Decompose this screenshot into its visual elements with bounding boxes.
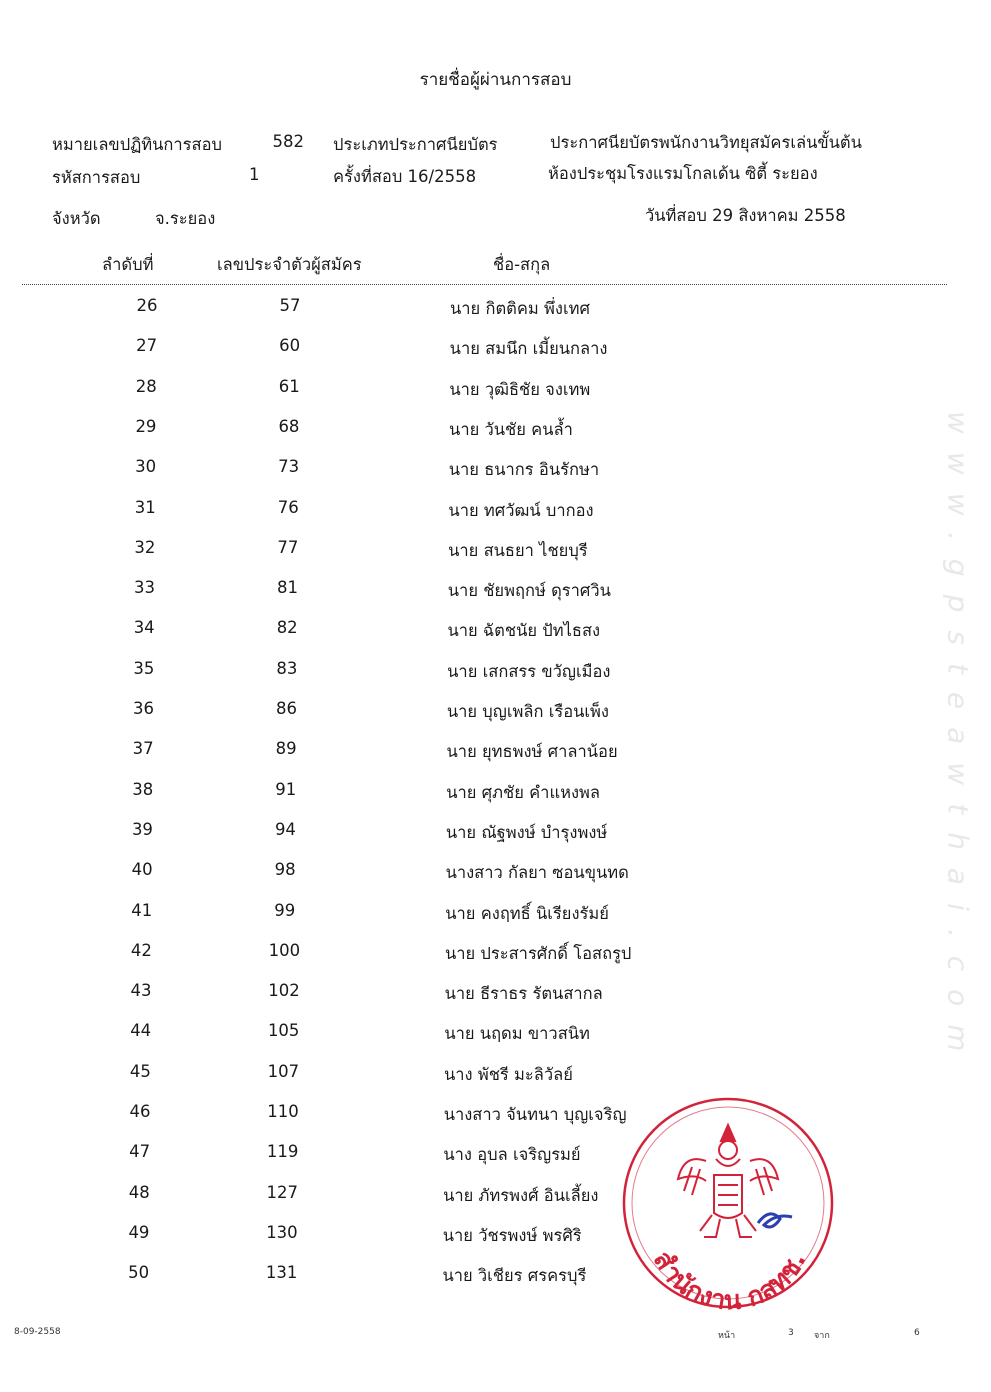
exam-code-value: 1	[249, 165, 260, 184]
garuda-emblem-icon	[678, 1125, 778, 1237]
row-number: 32	[134, 537, 156, 557]
row-number: 42	[130, 940, 152, 960]
applicant-id: 61	[278, 376, 300, 396]
applicant-name: นาง อุบล เจริญรมย์	[443, 1145, 581, 1165]
applicant-id: 86	[276, 699, 297, 718]
page-number: 3	[788, 1328, 794, 1338]
applicant-name: นางสาว กัลยา ซอนขุนทด	[445, 863, 629, 883]
applicant-name: นาย เสกสรร ขวัญเมือง	[447, 661, 611, 681]
table-row	[0, 618, 991, 658]
official-seal	[620, 1095, 835, 1310]
table-row	[0, 1062, 991, 1102]
applicant-name: นาย นฤดม ขาวสนิท	[444, 1024, 590, 1044]
applicant-name: นาย ศุภชัย คำแหงพล	[446, 782, 600, 802]
applicant-id: 99	[274, 900, 296, 920]
table-row	[0, 538, 991, 578]
watermark-text: www.gpsteawthai.com	[941, 410, 975, 1070]
table-row	[0, 981, 991, 1021]
applicant-id: 110	[267, 1102, 299, 1121]
applicant-name: นาย ยุทธพงษ์ ศาลาน้อย	[446, 742, 618, 762]
row-number: 34	[133, 618, 155, 638]
applicant-name: นาย บุญเพลิก เรือนเพ็ง	[446, 702, 609, 721]
applicant-id: 81	[277, 578, 299, 598]
applicant-id: 68	[278, 416, 300, 436]
applicant-id: 83	[276, 658, 298, 678]
applicant-id: 94	[274, 819, 296, 839]
applicant-name: นาย ฉัตชนัย ปัทไธสง	[447, 621, 601, 641]
print-date: 8-09-2558	[14, 1327, 61, 1337]
applicant-name: นาย ทศวัฒน์ บากอง	[448, 500, 594, 520]
applicant-name: นาย สนธยา ไชยบุรี	[448, 540, 588, 560]
header-divider	[22, 284, 947, 285]
table-row	[0, 1183, 991, 1223]
applicant-id: 119	[266, 1142, 299, 1162]
table-row	[0, 457, 991, 497]
row-number: 29	[135, 416, 157, 436]
exam-date: วันที่สอบ 29 สิงหาคม 2558	[645, 206, 846, 225]
applicant-name: นาง พัชรี มะลิวัลย์	[444, 1064, 573, 1084]
applicant-id: 77	[277, 537, 299, 557]
row-number: 41	[131, 900, 153, 920]
row-number: 45	[129, 1061, 151, 1081]
permit-value: 582	[272, 132, 304, 151]
applicant-name: นาย วันชัย คนล้ำ	[449, 419, 573, 439]
applicant-id: 105	[267, 1021, 300, 1041]
seal-graphic	[620, 1095, 835, 1310]
applicant-id: 100	[268, 940, 301, 960]
page-title: รายชื่อผู้ผ่านการสอบ	[419, 70, 572, 90]
table-row	[0, 336, 991, 376]
table-row	[0, 1263, 991, 1303]
table-row	[0, 417, 991, 457]
page-label: หน้า	[718, 1331, 736, 1341]
row-number: 50	[128, 1263, 150, 1283]
row-number: 33	[134, 578, 156, 598]
province-value: จ.ระยอง	[155, 209, 216, 228]
table-row	[0, 1102, 991, 1142]
exam-venue: ห้องประชุมโรงแรมโกลเด้น ซิตี้ ระยอง	[548, 164, 818, 183]
applicant-id: 130	[266, 1222, 298, 1242]
watermark	[943, 200, 973, 1280]
applicant-id: 60	[279, 336, 301, 356]
table-row	[0, 296, 991, 336]
table-row	[0, 941, 991, 981]
table-row	[0, 901, 991, 941]
seal-text: สำนักงาน กสทช.	[646, 1245, 813, 1310]
certificate-type-label: ประเภทประกาศนียบัตร	[333, 135, 498, 154]
row-number: 43	[130, 981, 152, 1001]
applicant-name: นาย ชัยพฤกษ์ ดุราศวิน	[447, 581, 611, 601]
row-number: 46	[129, 1102, 151, 1121]
row-number: 26	[136, 296, 158, 315]
applicant-id: 102	[268, 981, 300, 1001]
row-number: 38	[132, 779, 154, 799]
applicant-id: 127	[266, 1182, 299, 1202]
applicant-id: 98	[274, 860, 296, 880]
row-number: 36	[133, 699, 154, 718]
applicant-name: นาย ภัทรพงศ์ อินเลี้ยง	[443, 1185, 599, 1205]
applicant-name: นาย ประสารศักดิ์ โอสถรูป	[444, 943, 632, 963]
applicant-name: นาย วัชรพงษ์ พรศิริ	[442, 1225, 582, 1245]
table-row	[0, 1223, 991, 1263]
column-header-id: เลขประจำตัวผู้สมัคร	[217, 255, 362, 274]
applicant-name: นางสาว จันทนา บุญเจริญ	[443, 1105, 627, 1124]
province-label: จังหวัด	[52, 209, 101, 228]
row-number: 39	[131, 819, 153, 839]
row-number: 48	[128, 1182, 150, 1202]
table-row	[0, 739, 991, 779]
column-header-no: ลำดับที่	[102, 255, 154, 274]
applicant-name: นาย วิเชียร ศรครบุรี	[442, 1266, 587, 1286]
applicant-name: นาย วุฒิธิชัย จงเทพ	[449, 379, 591, 399]
table-row	[0, 1142, 991, 1182]
table-row	[0, 377, 991, 417]
signature-mark	[758, 1214, 792, 1227]
applicant-id: 76	[277, 497, 299, 517]
table-row	[0, 820, 991, 860]
total-pages: 6	[914, 1328, 920, 1338]
applicant-name: นาย ณัฐพงษ์ บำรุงพงษ์	[445, 822, 608, 842]
column-header-name: ชื่อ-สกุล	[493, 255, 551, 274]
applicant-name: นาย ธนากร อินรักษา	[448, 460, 600, 480]
row-number: 31	[134, 497, 156, 517]
row-number: 30	[135, 457, 157, 477]
table-row	[0, 498, 991, 538]
row-number: 27	[136, 336, 158, 356]
table-row	[0, 860, 991, 900]
permit-label: หมายเลขปฏิทินการสอบ	[52, 135, 222, 154]
applicant-name: นาย คงฤทธิ์ นิเรียงรัมย์	[445, 903, 609, 923]
row-number: 44	[130, 1021, 152, 1041]
table-row	[0, 578, 991, 618]
applicant-name: นาย สมนึก เมี้ยนกลาง	[449, 339, 608, 359]
applicant-id: 91	[275, 779, 297, 799]
certificate-type-value: ประกาศนียบัตรพนักงานวิทยุสมัครเล่นขั้นต้น	[550, 133, 862, 152]
table-row	[0, 699, 991, 739]
applicant-id: 73	[278, 457, 300, 477]
applicant-id: 57	[279, 296, 301, 315]
row-number: 49	[128, 1222, 150, 1242]
applicant-id: 89	[275, 739, 297, 759]
row-number: 37	[132, 739, 154, 759]
row-number: 47	[129, 1142, 151, 1162]
applicant-id: 131	[265, 1263, 298, 1283]
row-number: 40	[131, 860, 153, 880]
of-label: จาก	[814, 1331, 830, 1341]
table-row	[0, 659, 991, 699]
applicant-name: นาย กิตติคม พึ่งเทศ	[450, 299, 590, 318]
exam-code-label: รหัสการสอบ	[52, 168, 141, 187]
applicant-name: นาย ธีราธร รัตนสากล	[444, 984, 603, 1004]
table-row	[0, 1021, 991, 1061]
exam-round: ครั้งที่สอบ 16/2558	[333, 167, 477, 186]
applicant-id: 107	[267, 1061, 300, 1081]
table-row	[0, 780, 991, 820]
applicant-id: 82	[276, 618, 298, 638]
row-number: 28	[135, 376, 157, 396]
row-number: 35	[133, 658, 155, 678]
